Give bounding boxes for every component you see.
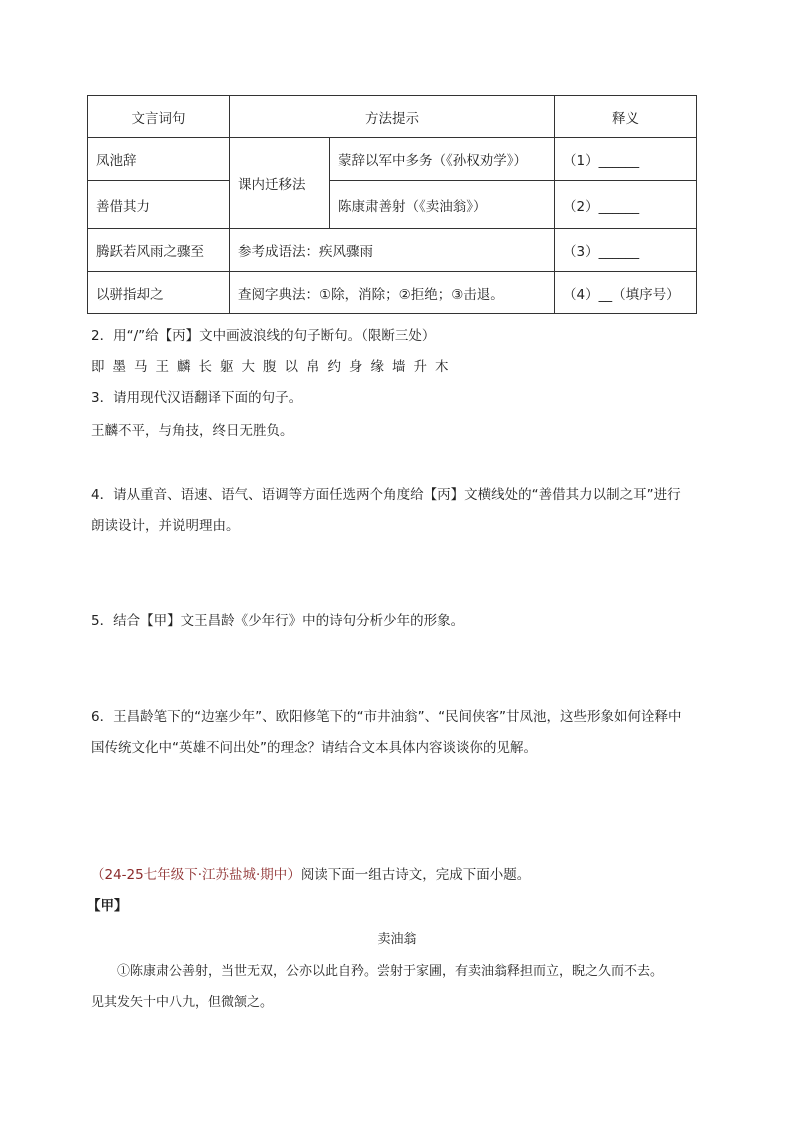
table-header-row (88, 96, 697, 138)
row-hint: 参考成语法：疾风骤雨 (230, 229, 555, 272)
question-3: 3．请用现代汉语翻译下面的句子。 (91, 390, 303, 406)
question-6-line-2: 国传统文化中“英雄不问出处”的理念？请结合文本具体内容谈谈你的见解。 (91, 740, 537, 756)
passage-title: 卖油翁 (377, 932, 417, 947)
row-hint: 蒙辞以军中多务（《孙权劝学》） (330, 138, 555, 181)
table-row (88, 138, 697, 181)
header-meaning: 释义 (555, 96, 697, 138)
question-2: 2．用“/”给【丙】文中画波浪线的句子断句。（限断三处） (91, 328, 436, 344)
row-hint: 查阅字典法：①除，消除；②拒绝；③击退。 (230, 272, 555, 314)
row-answer-blank[interactable]: （4）__（填序号） (555, 272, 697, 314)
question-3-sentence: 王麟不平，与角技，终日无胜负。 (91, 423, 294, 439)
vocab-table (87, 95, 697, 314)
source-tag: （24-25七年级下·江苏盐城·期中） (91, 867, 301, 883)
question-6-line-1: 6．王昌龄笔下的“边塞少年”、欧阳修笔下的“市井油翁”、“民间侠客”甘凤池，这些形象如何诠释中 (91, 709, 682, 725)
section-instruction: 阅读下面一组古诗文，完成下面小题。 (300, 867, 531, 883)
row-term: 以骈指却之 (88, 272, 230, 314)
table-row (88, 272, 697, 314)
row-answer-blank[interactable]: （1）______ (555, 138, 697, 181)
row-hint: 陈康肃善射（《卖油翁》） (330, 181, 555, 229)
table-row (88, 181, 697, 229)
section-intro (91, 863, 530, 883)
row-answer-blank[interactable]: （2）______ (555, 181, 697, 229)
question-2-sentence: 即墨马王麟长躯大腹以帛约身缘墙升木 (91, 359, 457, 375)
header-term: 文言词句 (88, 96, 230, 138)
question-4-line-2: 朗读设计，并说明理由。 (91, 518, 240, 534)
row-answer-blank[interactable]: （3）______ (555, 229, 697, 272)
row-term: 凤池辞 (88, 138, 230, 181)
header-method: 方法提示 (230, 96, 555, 138)
row-method: 课内迁移法 (230, 138, 330, 229)
section-label-jia: 【甲】 (87, 898, 128, 914)
passage-line-1: ①陈康肃公善射，当世无双，公亦以此自矜。尝射于家圃，有卖油翁释担而立，睨之久而不去。 (117, 964, 664, 979)
question-4-line-1: 4．请从重音、语速、语气、语调等方面任选两个角度给【丙】文横线处的“善借其力以制之耳”进行 (91, 487, 681, 503)
table-row (88, 229, 697, 272)
passage-line-2: 见其发矢十中八九，但微颔之。 (91, 995, 274, 1010)
question-5: 5．结合【甲】文王昌龄《少年行》中的诗句分析少年的形象。 (91, 613, 465, 629)
row-term: 善借其力 (88, 181, 230, 229)
row-term: 腾跃若风雨之骤至 (88, 229, 230, 272)
